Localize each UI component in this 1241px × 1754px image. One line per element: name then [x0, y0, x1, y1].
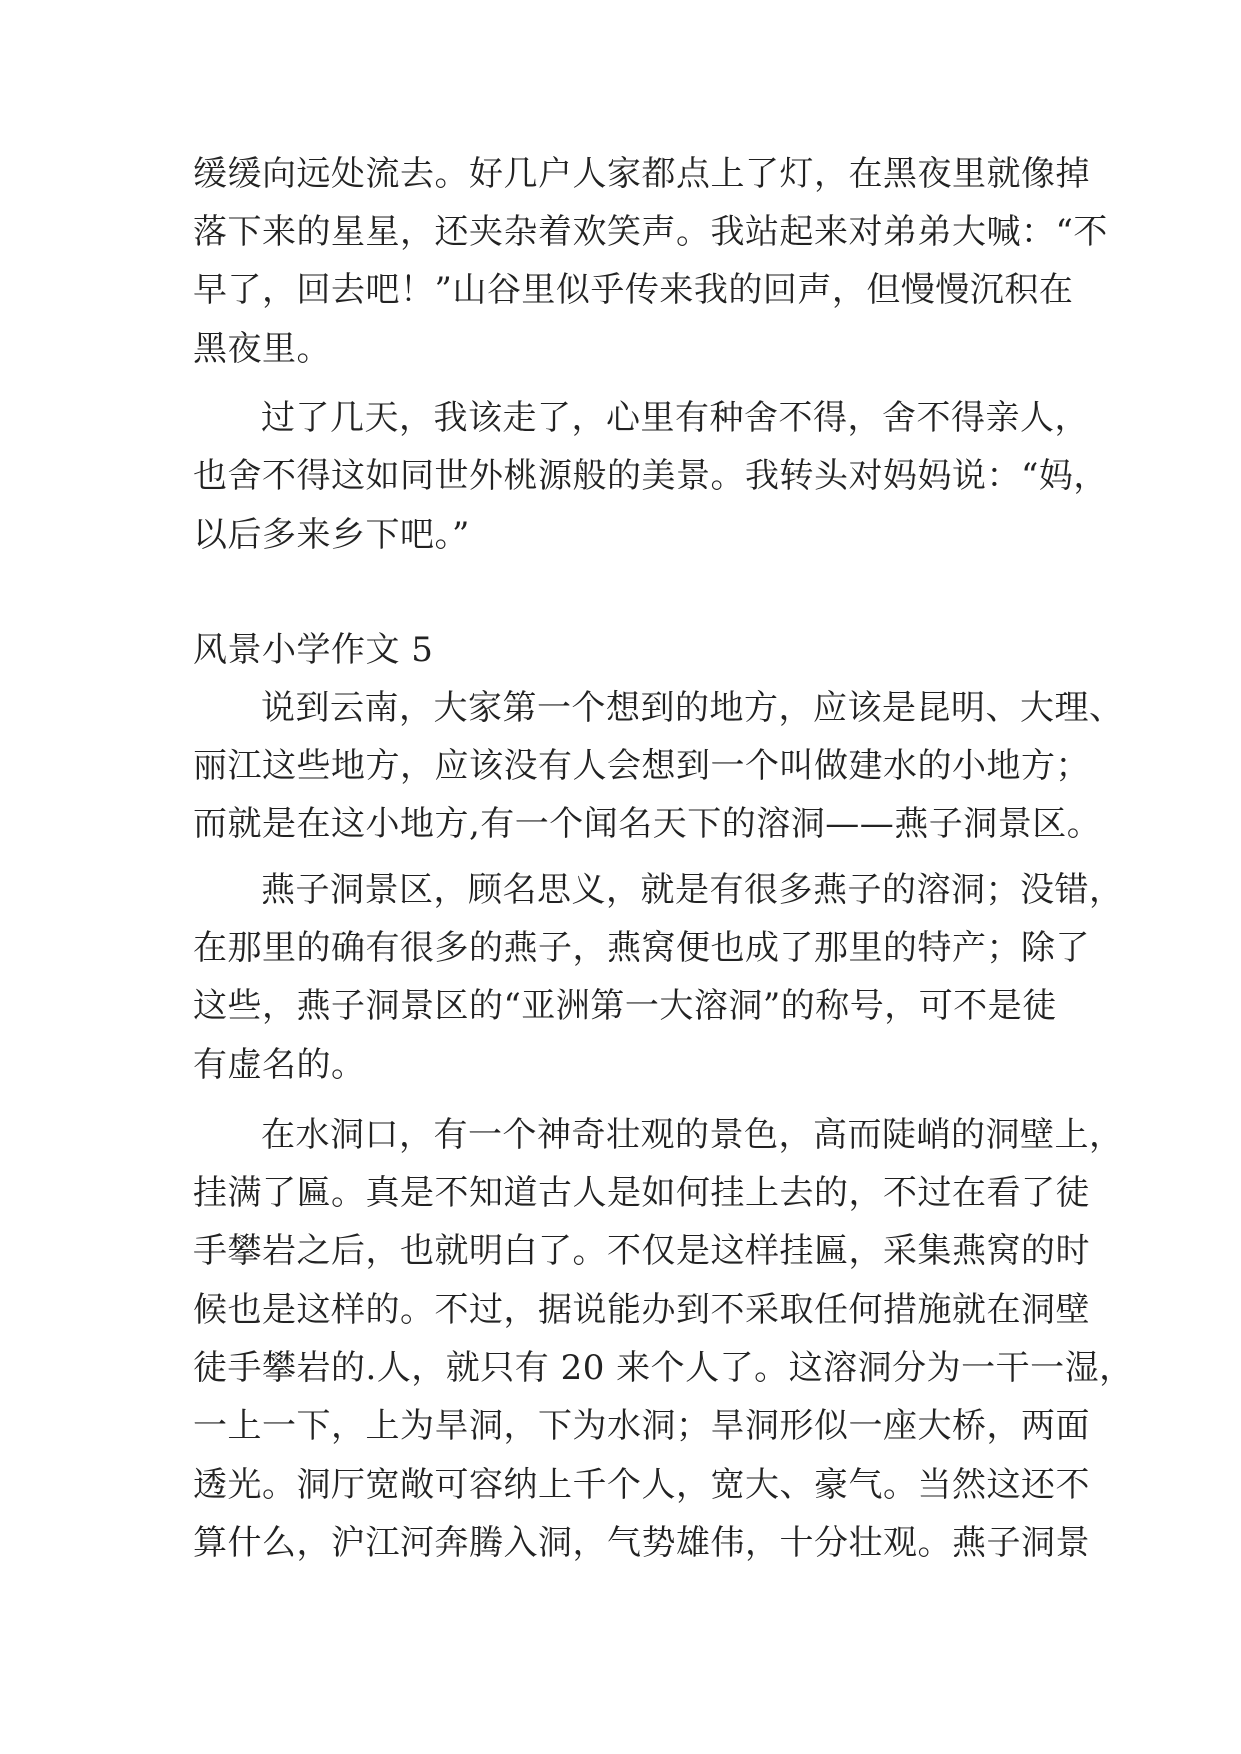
text-line: 过了几天，我该走了，心里有种舍不得，舍不得亲人，: [261, 398, 1089, 438]
text-line: 透光。洞厅宽敞可容纳上千个人，宽大、豪气。当然这还不: [193, 1465, 1090, 1505]
text-line: 说到云南，大家第一个想到的地方，应该是昆明、大理、: [261, 688, 1124, 728]
text-line: 早了，回去吧！”山谷里似乎传来我的回声，但慢慢沉积在: [193, 270, 1074, 310]
text-line: 而就是在这小地方,有一个闻名天下的溶洞——燕子洞景区。: [193, 804, 1102, 844]
text-line: 在水洞口，有一个神奇壮观的景色，高而陡峭的洞壁上，: [261, 1115, 1124, 1155]
text-line: 挂满了匾。真是不知道古人是如何挂上去的，不过在看了徒: [193, 1173, 1090, 1213]
text-line: 燕子洞景区，顾名思义，就是有很多燕子的溶洞；没错，: [261, 870, 1124, 910]
text-line: 候也是这样的。不过，据说能办到不采取任何措施就在洞壁: [193, 1290, 1090, 1330]
text-line: 徒手攀岩的.人，就只有 20 来个人了。这溶洞分为一干一湿，: [193, 1348, 1134, 1388]
text-line: 丽江这些地方，应该没有人会想到一个叫做建水的小地方；: [193, 746, 1090, 786]
text-line: 也舍不得这如同世外桃源般的美景。我转头对妈妈说：“妈，: [193, 456, 1108, 496]
text-line: 这些，燕子洞景区的“亚洲第一大溶洞”的称号，可不是徒: [193, 986, 1057, 1026]
text-line: 黑夜里。: [193, 329, 331, 369]
text-line: 一上一下，上为旱洞，下为水洞；旱洞形似一座大桥，两面: [193, 1406, 1090, 1446]
text-line: 有虚名的。: [193, 1045, 366, 1085]
text-line: 缓缓向远处流去。好几户人家都点上了灯，在黑夜里就像掉: [193, 154, 1090, 194]
text-line: 在那里的确有很多的燕子，燕窝便也成了那里的特产；除了: [193, 928, 1090, 968]
text-line: 算什么，沪江河奔腾入洞，气势雄伟，十分壮观。燕子洞景: [193, 1523, 1090, 1563]
text-line: 手攀岩之后，也就明白了。不仅是这样挂匾，采集燕窝的时: [193, 1231, 1090, 1271]
text-line: 落下来的星星，还夹杂着欢笑声。我站起来对弟弟大喊：“不: [193, 212, 1108, 252]
section-heading: 风景小学作文 5: [193, 630, 434, 670]
text-line: 以后多来乡下吧。”: [193, 515, 470, 555]
